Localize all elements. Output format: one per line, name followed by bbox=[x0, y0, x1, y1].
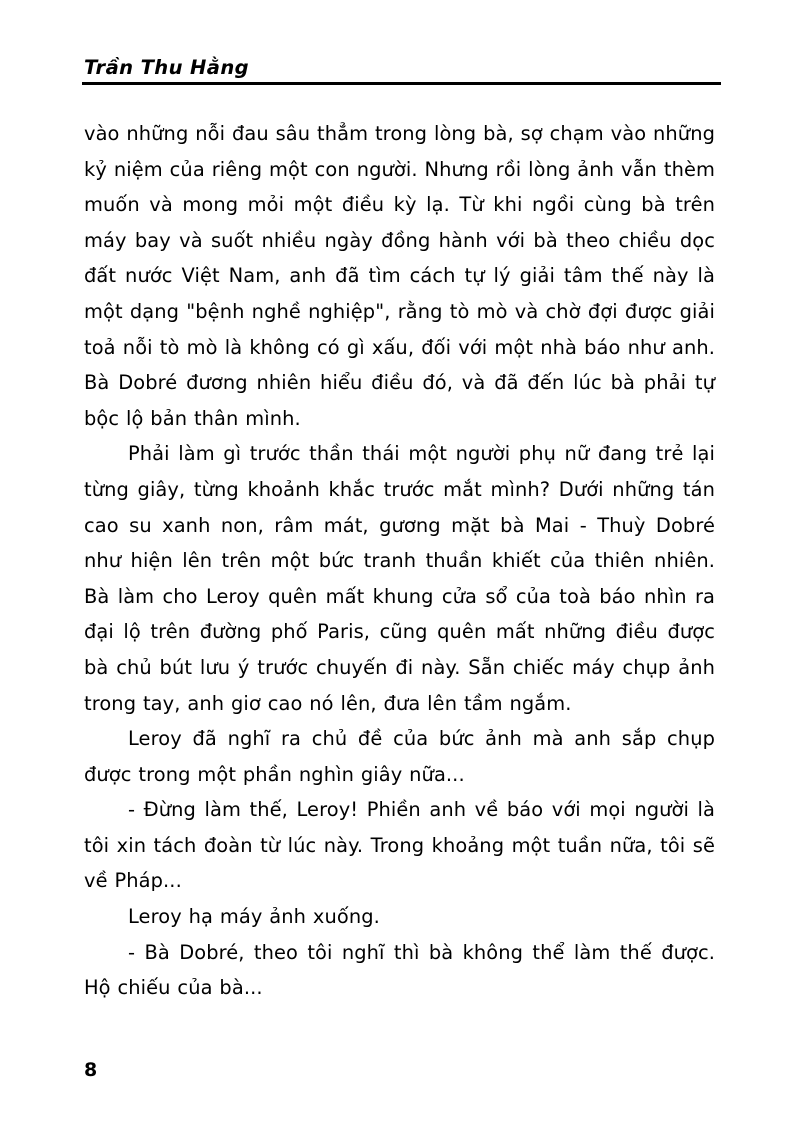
paragraph: - Đừng làm thế, Leroy! Phiền anh về báo với mọi người là tôi xin tách đoàn từ lúc này. Trong khoảng một tuần nữa, tôi sẽ về Pháp... bbox=[84, 798, 715, 893]
paragraph: vào những nỗi đau sâu thẳm trong lòng bà, sợ chạm vào những kỷ niệm của riêng một con người. Nhưng rồi lòng ảnh vẫn thèm muốn và mong mỏi một điều kỳ lạ. Từ khi ngồi cùng bà trên máy bay và suốt nhiều ngày đồng hành với bà theo chiều dọc đất nước Việt Nam, anh đã tìm cách tự lý giải tâm thế này là một dạng "bệnh nghề nghiệp", rằng tò mò và chờ đợi được giải toả nỗi tò mò là không có gì xấu, đối với một nhà báo như anh. Bà Dobré đương nhiên hiểu điều đó, và đã đến lúc bà phải tự bộc lộ bản thân mình. bbox=[84, 122, 715, 430]
paragraph: Leroy hạ máy ảnh xuống. bbox=[128, 905, 380, 929]
paragraph: - Bà Dobré, theo tôi nghĩ thì bà không thể làm thế được. Hộ chiếu của bà... bbox=[84, 940, 715, 1000]
paragraph: Phải làm gì trước thần thái một người phụ nữ đang trẻ lại từng giây, từng khoảnh khắc trước mắt mình? Dưới những tán cao su xanh non, râm mát, gương mặt bà Mai - Thuỳ Dobré như hiện lên trên một bức tranh thuần khiết của thiên nhiên. Bà làm cho Leroy quên mất khung cửa sổ của toà báo nhìn ra đại lộ trên đường phố Paris, cũng quên mất những điều được bà chủ bút lưu ý trước chuyến đi này. Sẵn chiếc máy chụp ảnh trong tay, anh giơ cao nó lên, đưa lên tầm ngắm. bbox=[84, 442, 715, 715]
paragraph: Leroy đã nghĩ ra chủ đề của bức ảnh mà anh sắp chụp được trong một phần nghìn giây nữa... bbox=[84, 727, 715, 786]
header-divider bbox=[82, 82, 721, 85]
page-number: 8 bbox=[84, 1059, 98, 1081]
page-body bbox=[72, 116, 721, 1006]
page-header bbox=[72, 56, 721, 90]
running-title: Trần Thu Hằng bbox=[84, 56, 249, 79]
